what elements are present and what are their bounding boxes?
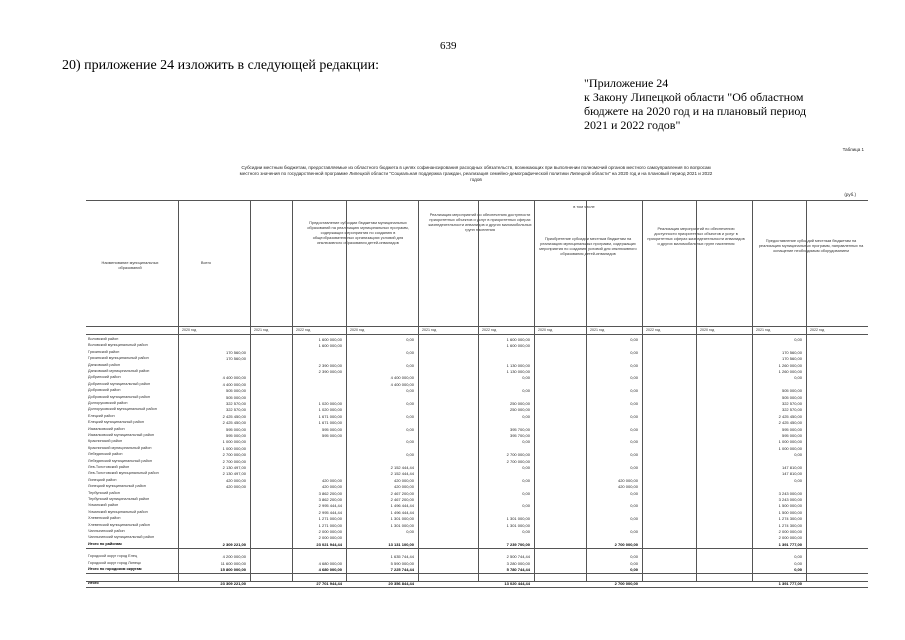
year-subheader: 2022 год [646, 328, 661, 332]
cell-value: 1 260 000,00 [778, 369, 802, 374]
cell-value: 1 671 000,00 [318, 420, 342, 426]
cell-value: 0,00 [406, 337, 414, 342]
appendix-note [584, 76, 814, 132]
cell-value: 0,00 [522, 477, 530, 483]
cell-value: 27 701 944,44 [316, 581, 342, 587]
cell-value: 13 020 444,44 [504, 581, 530, 587]
cell-value: 0,00 [406, 529, 414, 534]
cell-value: 395 700,00 [509, 433, 530, 438]
cell-value: 1 391 777,00 [778, 541, 802, 547]
column-header-total: Всего [200, 260, 212, 265]
cell-value: 1 271 000,00 [318, 516, 342, 522]
appendix-line: 2021 и 2022 годов" [584, 118, 681, 132]
cell-value: 0,00 [630, 426, 638, 432]
cell-value: 0,00 [794, 567, 802, 572]
cell-value: 322 570,00 [225, 401, 246, 406]
cell-value: 3 243 000,00 [778, 497, 802, 502]
cell-value: 2 700 000,00 [222, 458, 246, 464]
cell-value: 23 021 944,44 [316, 541, 342, 547]
table-column-divider [178, 200, 179, 582]
cell-value: 4 680 000,00 [318, 567, 342, 572]
cell-value: 1 635 744,44 [390, 554, 414, 560]
cell-value: 595 000,00 [321, 426, 342, 432]
cell-value: 0,00 [630, 362, 638, 368]
cell-value: 595 000,00 [321, 433, 342, 438]
cell-value: 2 995 444,44 [318, 503, 342, 509]
cell-value: 0,00 [630, 452, 638, 458]
table-column-divider [418, 200, 419, 582]
cell-value: 0,00 [522, 529, 530, 534]
year-subheader: 2021 год [422, 328, 437, 332]
row-label: Липецкий район [88, 477, 117, 482]
table-column-divider [478, 200, 479, 582]
table-number: Таблица 1 [842, 147, 864, 152]
table-caption: Субсидии местным бюджетам, предоставляемые из областного бюджета в целях софинансирования расходных обязательств, возникающих при выполнении полномочий органов местного самоуправления по вопросам местного значения по государственной программе Липецкой области "Социальная поддержка граждан, реализация семейно-демографической политики Липецкой области" на 2020 год и на плановый период 2021 и 2022 годов [239, 165, 713, 183]
row-label: Хлевенский район [88, 516, 121, 521]
cell-value: 1 500 000,00 [778, 509, 802, 515]
cell-value: 1 271 000,00 [318, 522, 342, 528]
cell-value: 595 000,00 [781, 433, 802, 438]
row-label: Долгоруковский муниципальный район [88, 407, 157, 412]
cell-value: 0,00 [406, 426, 414, 432]
cell-value: 0,00 [630, 413, 638, 419]
row-label: Лев-Толстовский район [88, 465, 130, 469]
row-label: Елецкий район [88, 413, 115, 418]
cell-value: 0,00 [630, 554, 638, 560]
cell-value: 0,00 [794, 337, 802, 342]
cell-value: 0,00 [630, 375, 638, 381]
cell-value: 1 130 000,00 [506, 362, 530, 368]
cell-value: 170 560,00 [225, 356, 246, 362]
cell-value: 420 000,00 [393, 484, 414, 490]
cell-value: 250 000,00 [509, 407, 530, 413]
cell-value: 1 600 000,00 [506, 337, 530, 342]
row-label: Грязинский муниципальный район [88, 356, 149, 361]
cell-value: 322 570,00 [225, 407, 246, 413]
cell-value: 0,00 [630, 349, 638, 355]
row-label: Липецкий муниципальный район [88, 484, 146, 489]
cell-value: 0,00 [406, 362, 414, 368]
cell-value: 1 496 444,44 [390, 509, 414, 515]
year-subheader: 2021 год [254, 328, 269, 332]
row-label: Итого по городским округам [88, 567, 142, 571]
cell-value: 0,00 [406, 401, 414, 406]
cell-value: 170 560,00 [781, 349, 802, 355]
cell-value: 2 700 000,00 [614, 581, 638, 587]
cell-value: 0,00 [406, 349, 414, 355]
row-label: Краснинский район [88, 439, 123, 444]
subsidy-table-sheet [86, 145, 868, 585]
cell-value: 0,00 [630, 401, 638, 406]
subsidy-table [86, 200, 868, 587]
cell-value: 15 800 000,00 [220, 567, 246, 572]
year-subheader: 2020 год [350, 328, 365, 332]
cell-value: 2 467 200,00 [390, 490, 414, 496]
table-column-divider [752, 200, 753, 582]
cell-value: 420 000,00 [321, 477, 342, 483]
row-label: Измалковский муниципальный район [88, 433, 155, 437]
cell-value: 595 000,00 [781, 426, 802, 432]
cell-value: 0,00 [630, 503, 638, 509]
cell-value: 1 000 000,00 [778, 445, 802, 451]
row-label: Добринский район [88, 375, 121, 380]
cell-value: 2 000 000,00 [318, 529, 342, 534]
cell-value: 1 301 000,00 [390, 516, 414, 522]
appendix-line: "Приложение 24 [584, 76, 669, 90]
table-column-divider [346, 200, 347, 582]
cell-value: 4 400 000,00 [390, 381, 414, 387]
cell-value: 23 309 221,00 [220, 581, 246, 587]
table-column-divider [250, 200, 251, 582]
column-header-municipality: Наименование муниципальных образований [101, 260, 159, 271]
cell-value: 1 020 000,00 [318, 407, 342, 413]
cell-value: 0,00 [630, 439, 638, 445]
cell-value: 1 301 000,00 [506, 522, 530, 528]
table-column-divider [642, 200, 643, 582]
row-label: Добровский район [88, 388, 121, 393]
cell-value: 2 425 450,00 [778, 420, 802, 426]
row-label: Елецкий муниципальный район [88, 420, 144, 425]
cell-value: 2 152 444,44 [390, 471, 414, 477]
total-row-divider [86, 573, 868, 574]
cell-value: 2 700 000,00 [506, 458, 530, 464]
cell-value: 0,00 [794, 452, 802, 458]
cell-value: 2 000 000,00 [318, 535, 342, 541]
cell-value: 2 425 450,00 [222, 420, 246, 426]
row-label: Данковский муниципальный район [88, 369, 150, 373]
cell-value: 1 600 000,00 [318, 337, 342, 342]
cell-value: 4 400 000,00 [222, 381, 246, 387]
row-label: Добринский муниципальный район [88, 381, 151, 386]
cell-value: 0,00 [406, 452, 414, 458]
table-column-divider [696, 200, 697, 582]
cell-value: 1 600 000,00 [506, 343, 530, 349]
cell-value: 420 000,00 [393, 477, 414, 483]
row-label: Городской округ город Липецк [88, 560, 141, 565]
year-subheader: 2022 год [810, 328, 825, 332]
cell-value: 0,00 [406, 413, 414, 419]
cell-value: 0,00 [630, 516, 638, 522]
cell-value: 420 000,00 [617, 477, 638, 483]
cell-value: 3 862 200,00 [318, 490, 342, 496]
row-label: Городской округ город Елец [88, 554, 138, 559]
cell-value: 1 301 000,00 [506, 516, 530, 522]
appendix-line: к Закону Липецкой области "Об областном [584, 90, 804, 104]
cell-value: 1 020 000,00 [318, 401, 342, 406]
year-subheader: 2022 год [482, 328, 497, 332]
row-label: Тербунский район [88, 490, 120, 495]
cell-value: 420 000,00 [225, 484, 246, 490]
cell-value: 0,00 [522, 388, 530, 394]
row-label: Измалковский район [88, 426, 125, 431]
table-row-divider [86, 200, 868, 201]
cell-value: 0,00 [630, 560, 638, 566]
row-label: Воловский муниципальный район [88, 343, 148, 348]
cell-value: 0,00 [406, 439, 414, 445]
cell-value: 420 000,00 [225, 477, 246, 483]
year-subheader: 2020 год [538, 328, 553, 332]
cell-value: 0,00 [794, 477, 802, 483]
group-header: в том числе [573, 204, 595, 209]
total-row-divider [86, 548, 868, 549]
cell-value: 4 200 000,00 [222, 554, 246, 560]
cell-value: 2 000 000,00 [778, 535, 802, 541]
cell-value: 322 570,00 [781, 407, 802, 413]
cell-value: 1 500 000,00 [778, 503, 802, 509]
cell-value: 1 301 000,00 [390, 522, 414, 528]
cell-value: 2 130 497,00 [222, 471, 246, 477]
column-header-group: Реализация мероприятий по обеспечению доступности приоритетных объектов и услуг в приоритетных сферах жизнедеятельности инвалидов и других маломобильных групп населения [428, 212, 532, 233]
row-label: Долгоруковский район [88, 401, 128, 405]
cell-value: 4 400 000,00 [222, 375, 246, 381]
table-row-divider [86, 326, 868, 327]
table-row-divider [86, 581, 868, 582]
page-number: 639 [440, 40, 457, 52]
cell-value: 170 560,00 [225, 349, 246, 355]
row-label: Чаплыгинский район [88, 529, 125, 533]
cell-value: 11 600 000,00 [220, 560, 246, 566]
cell-value: 1 274 300,00 [778, 522, 802, 528]
cell-value: 0,00 [406, 388, 414, 394]
table-column-divider [806, 200, 807, 582]
cell-value: 2 390 000,00 [318, 362, 342, 368]
row-label: Лебедянский район [88, 452, 123, 457]
cell-value: 5 590 000,00 [390, 560, 414, 566]
cell-value: 2 995 444,44 [318, 509, 342, 515]
cell-value: 0,00 [522, 413, 530, 419]
cell-value: 1 000 000,00 [222, 439, 246, 445]
row-label: Данковский район [88, 362, 120, 367]
cell-value: 7 225 744,44 [390, 567, 414, 572]
table-row-divider [86, 334, 868, 335]
year-subheader: 2021 год [590, 328, 605, 332]
cell-value: 505 000,00 [225, 394, 246, 400]
table-column-divider [292, 200, 293, 582]
cell-value: 505 000,00 [225, 388, 246, 394]
row-label: Лебедянский муниципальный район [88, 458, 152, 463]
cell-value: 0,00 [522, 465, 530, 470]
cell-value: 1 260 000,00 [778, 362, 802, 368]
column-header-group: Приобретение субсидии местным бюджетам на реализацию муниципальных программ, содержащих мероприятия по созданию условий для инклюзивного образования детей-инвалидов [539, 236, 637, 257]
cell-value: 2 700 000,00 [222, 452, 246, 458]
year-subheader: 2020 год [700, 328, 715, 332]
cell-value: 7 239 700,00 [506, 541, 530, 547]
cell-value: 0,00 [794, 560, 802, 566]
cell-value: 2 500 744,44 [506, 554, 530, 560]
year-subheader: 2022 год [296, 328, 311, 332]
cell-value: 1 391 777,00 [778, 581, 802, 587]
cell-value: 1 600 000,00 [318, 343, 342, 349]
row-label: Тербунский муниципальный район [88, 497, 150, 501]
year-subheader: 2021 год [756, 328, 771, 332]
table-unit: (руб.) [844, 192, 856, 197]
cell-value: 1 000 000,00 [778, 439, 802, 445]
column-header-group: Предоставление субсидии бюджетам муниципальных образований на реализацию муниципальных программ, содержащих мероприятия по созданию в общеобразовательных организациях условий для инклюзивного образования детей-инвалидов [307, 220, 409, 246]
cell-value: 0,00 [522, 375, 530, 381]
row-label: Усманский район [88, 503, 119, 508]
row-label: Грязинский район [88, 349, 120, 354]
row-label: Лев-Толстовский муниципальный район [88, 471, 159, 476]
cell-value: 420 000,00 [617, 484, 638, 490]
cell-value: 2 425 450,00 [778, 413, 802, 419]
cell-value: 147 810,00 [781, 465, 802, 470]
cell-value: 1 274 300,00 [778, 516, 802, 522]
row-label: Воловский район [88, 337, 119, 341]
cell-value: 3 862 200,00 [318, 497, 342, 502]
cell-value: 2 152 444,44 [390, 465, 414, 470]
cell-value: 1 496 444,44 [390, 503, 414, 509]
cell-value: 250 000,00 [509, 401, 530, 406]
cell-value: 420 000,00 [321, 484, 342, 490]
cell-value: 322 570,00 [781, 401, 802, 406]
cell-value: 0,00 [794, 554, 802, 560]
cell-value: 2 425 450,00 [222, 413, 246, 419]
cell-value: 3 280 000,00 [506, 560, 530, 566]
cell-value: 0,00 [630, 490, 638, 496]
cell-value: 0,00 [630, 388, 638, 394]
row-label: Итого [88, 581, 99, 586]
row-label: Краснинский муниципальный район [88, 445, 152, 450]
cell-value: 20 356 844,44 [388, 581, 414, 587]
cell-value: 147 810,00 [781, 471, 802, 477]
cell-value: 0,00 [630, 567, 638, 572]
cell-value: 1 671 000,00 [318, 413, 342, 419]
cell-value: 395 700,00 [509, 426, 530, 432]
row-label: Усманский муниципальный район [88, 509, 148, 514]
table-column-divider [586, 200, 587, 582]
cell-value: 13 131 100,00 [388, 541, 414, 547]
cell-value: 5 780 744,44 [506, 567, 530, 572]
cell-value: 170 560,00 [781, 356, 802, 362]
cell-value: 0,00 [630, 465, 638, 470]
column-header-group: Предоставление субсидий местным бюджетам на реализацию муниципальных программ, направленных на оснащение необходимым оборудованием [758, 238, 864, 254]
cell-value: 595 000,00 [225, 433, 246, 438]
cell-value: 2 700 000,00 [614, 541, 638, 547]
row-label: Хлевенский муниципальный район [88, 522, 150, 527]
row-label: Добровский муниципальный район [88, 394, 150, 399]
cell-value: 3 243 000,00 [778, 490, 802, 496]
cell-value: 0,00 [522, 439, 530, 445]
cell-value: 0,00 [630, 529, 638, 534]
cell-value: 2 390 000,00 [318, 369, 342, 374]
cell-value: 2 700 000,00 [506, 452, 530, 458]
cell-value: 505 000,00 [781, 394, 802, 400]
cell-value: 2 309 221,00 [222, 541, 246, 547]
cell-value: 2 000 000,00 [778, 529, 802, 534]
row-label: Чаплыгинский муниципальный район [88, 535, 155, 540]
amendment-heading: 20) приложение 24 изложить в следующей редакции: [62, 58, 379, 73]
row-label: Итого по районам [88, 541, 122, 546]
cell-value: 2 467 200,00 [390, 497, 414, 502]
cell-value: 0,00 [522, 503, 530, 509]
cell-value: 0,00 [522, 490, 530, 496]
cell-value: 4 680 000,00 [318, 560, 342, 566]
total-row-divider [86, 587, 868, 588]
appendix-line: бюджете на 2020 год и на плановый период [584, 104, 807, 118]
cell-value: 0,00 [794, 375, 802, 381]
column-header-group: Реализация мероприятий по обеспечению доступности приоритетных объектов и услуг в приоритетных сферах жизнедеятельности инвалидов и других маломобильных групп населения [647, 226, 745, 247]
year-subheader: 2020 год [182, 328, 197, 332]
cell-value: 1 130 000,00 [506, 369, 530, 374]
cell-value: 595 000,00 [225, 426, 246, 432]
table-column-divider [534, 200, 535, 582]
cell-value: 505 000,00 [781, 388, 802, 394]
cell-value: 0,00 [630, 337, 638, 342]
cell-value: 1 000 000,00 [222, 445, 246, 451]
cell-value: 2 130 497,00 [222, 465, 246, 470]
cell-value: 4 400 000,00 [390, 375, 414, 381]
